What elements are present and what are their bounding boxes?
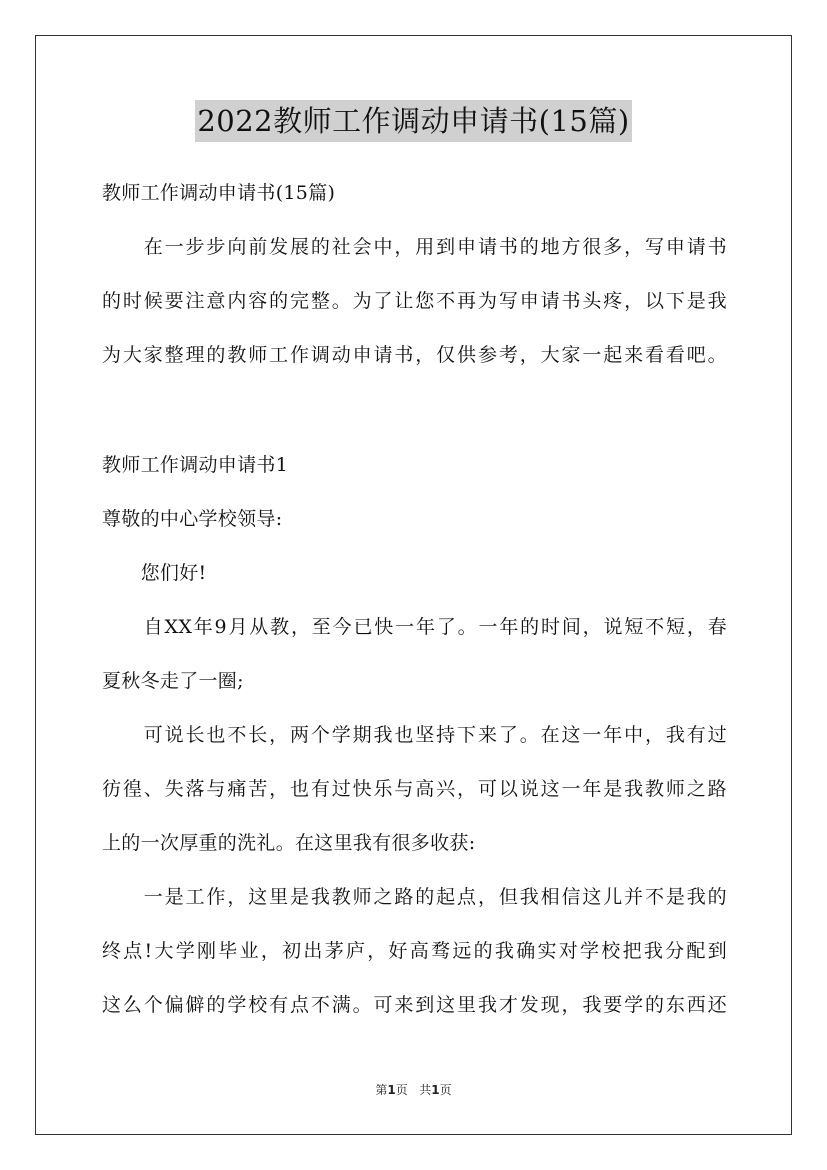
greeting-line: 您们好! [102, 562, 207, 584]
paragraph-line: 可说长也不长，两个学期我也坚持下来了。在这一年中，我有过 [102, 724, 727, 746]
paragraph-line: 一是工作，这里是我教师之路的起点，但我相信这儿并不是我的 [102, 886, 727, 908]
salutation-line: 尊敬的中心学校领导: [102, 508, 283, 530]
paragraph-line: 自XX年9月从教，至今已快一年了。一年的时间，说短不短，春 [102, 616, 727, 638]
page-footer [0, 1082, 827, 1098]
paragraph-line: 夏秋冬走了一圈; [102, 670, 244, 692]
subtitle-line: 教师工作调动申请书(15篇) [102, 182, 336, 204]
paragraph-line: 在一步步向前发展的社会中，用到申请书的地方很多，写申请书 [102, 236, 727, 258]
page-number: 1 [387, 1083, 396, 1097]
total-label-suffix: 页 [439, 1083, 452, 1097]
paragraph-line: 的时候要注意内容的完整。为了让您不再为写申请书头疼，以下是我 [102, 290, 727, 312]
total-pages: 1 [431, 1083, 440, 1097]
title-wrap [0, 100, 827, 142]
section-heading: 教师工作调动申请书1 [102, 454, 289, 476]
paragraph-line: 上的一次厚重的洗礼。在这里我有很多收获: [102, 832, 476, 854]
page-label-suffix: 页 [395, 1083, 408, 1097]
paragraph-line: 为大家整理的教师工作调动申请书，仅供参考，大家一起来看看吧。 [102, 344, 727, 366]
paragraph-line: 终点!大学刚毕业，初出茅庐，好高骛远的我确实对学校把我分配到 [102, 940, 727, 962]
paragraph-line: 彷徨、失落与痛苦，也有过快乐与高兴，可以说这一年是我教师之路 [102, 778, 727, 800]
paragraph-line: 这么个偏僻的学校有点不满。可来到这里我才发现，我要学的东西还 [102, 994, 727, 1016]
document-title: 2022教师工作调动申请书(15篇) [195, 100, 631, 142]
page-label-prefix: 第 [375, 1083, 388, 1097]
total-label-prefix: 共 [419, 1083, 432, 1097]
